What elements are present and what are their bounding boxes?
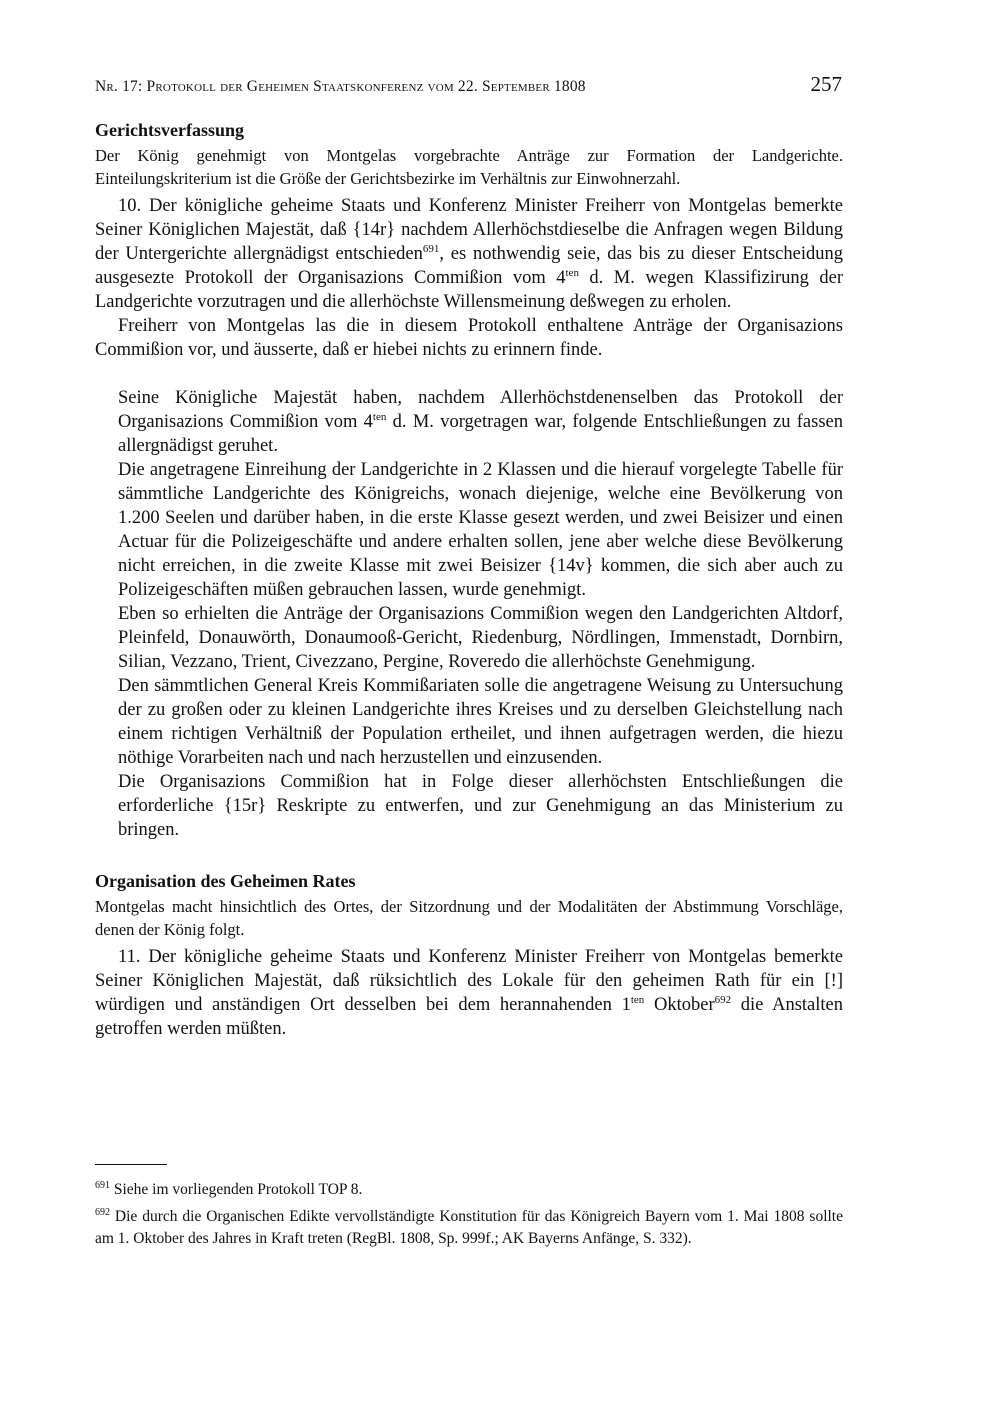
running-header xyxy=(95,72,845,102)
footnotes xyxy=(95,1164,843,1255)
footnote-number: 691 xyxy=(95,1179,110,1191)
footnote-number: 692 xyxy=(95,1206,110,1218)
footnote-691 xyxy=(95,1179,843,1201)
paragraph-text: Oktober xyxy=(644,995,715,1015)
paragraph-text: d. M. vorgetragen war, folgende Entschließungen zu fassen allergnädigst geruhet. xyxy=(118,412,843,456)
section-summary: Der König genehmigt von Montgelas vorgebrachte Anträge zur Formation der Landgerichte. Einteilungskriterium ist die Größe der Gerichtsbezirke im Verhältnis zur Einwohnerzahl. xyxy=(95,146,843,188)
paragraph-text: d. M. wegen Klassifizirung der Landgerichte vorzutragen und die allerhöchste Willensmeinung deßwegen zu erholen. xyxy=(95,268,844,312)
resolution-reskripte: Die Organisazions Commißion hat in Folge dieser allerhöchsten Entschließungen die erforderliche {15r} Reskripte zu entwerfen, und zur Genehmigung an das Ministerium zu bringen. xyxy=(118,772,843,840)
footnote-ref-691[interactable]: 691 xyxy=(422,242,440,255)
running-header-title: Nr. 17: Protokoll der Geheimen Staatskonferenz vom 22. September 1808 xyxy=(95,78,586,95)
footnote-ref-692[interactable]: 692 xyxy=(714,993,732,1006)
superscript-ten: ten xyxy=(372,410,387,423)
resolution-intro xyxy=(118,386,843,458)
section-heading-geheimer-rat: Organisation des Geheimen Rates xyxy=(95,871,356,891)
paragraph-text: die Anstalten getroffen werden müßten. xyxy=(95,995,843,1039)
section-heading-gerichtsverfassung: Gerichtsverfassung xyxy=(95,120,244,140)
resolution-kreis-kommissariate: Den sämmtlichen General Kreis Kommißariaten solle die angetragene Weisung zu Untersuchung der zu großen oder zu kleinen Landgerichte ihres Kreises und zu derselben Gleichstellung nach einem richtigen Verhältniß der Population ertheilet, und ihnen aufgetragen werden, die hiezu nöthige Vorarbeiten nach und nach herzustellen und einzusenden. xyxy=(118,676,843,768)
page-number: 257 xyxy=(810,72,842,96)
royal-resolution-block xyxy=(118,386,843,842)
paragraph-text: , es nothwendig seie, das bis zu dieser Entscheidung ausgesezte Protokoll der Organisazions Commißion vom 4 xyxy=(95,244,843,288)
paragraph-montgelas-reading: Freiherr von Montgelas las die in diesem Protokoll enthaltene Anträge der Organisazions Commißion vor, und äusserte, daß er hiebei nichts zu erinnern finde. xyxy=(95,316,843,360)
paragraph-text: 10. Der königliche geheime Staats und Konferenz Minister Freiherr von Montgelas bemerkte Seiner Königlichen Majestät, daß {14r} nachdem Allerhöchstdieselbe die Anfragen wegen Bildung der Untergerichte allergnädigst entschieden xyxy=(95,196,843,264)
superscript-ten: ten xyxy=(630,993,645,1006)
main-content xyxy=(95,118,843,1041)
section-summary: Montgelas macht hinsichtlich des Ortes, der Sitzordnung und der Modalitäten der Abstimmung Vorschläge, denen der König folgt. xyxy=(95,897,843,939)
superscript-ten: ten xyxy=(565,266,579,279)
resolution-classes: Die angetragene Einreihung der Landgerichte in 2 Klassen und die hierauf vorgelegte Tabelle für sämmtliche Landgerichte des Königreichs, wonach diejenige, welche eine Bevölkerung von 1.200 Seelen und darüber haben, in die erste Klasse gesezt werden, und zwei Beisizer und einen Actuar für die Polizeigeschäfte und andere erhalten sollen, jene aber welche diese Bevölkerung nicht erreichen, in die zweite Klasse mit zwei Beisizer {14v} kommen, die sich aber auch zu Polizeigeschäften müßen gebrauchen lassen, wurde genehmigt. xyxy=(118,460,843,600)
footnote-divider xyxy=(95,1164,167,1165)
paragraph-text: Seine Königliche Majestät haben, nachdem Allerhöchstdenenselben das Protokoll der Organisazions Commißion vom 4 xyxy=(118,388,843,432)
footnote-text: Die durch die Organischen Edikte vervollständigte Konstitution für das Königreich Bayern vom 1. Mai 1808 sollte am 1. Oktober des Jahres in Kraft treten (RegBl. 1808, Sp. 999f.; AK Bayerns Anfänge, S. 332). xyxy=(95,1208,843,1247)
footnote-text: Siehe im vorliegenden Protokoll TOP 8. xyxy=(110,1181,363,1198)
paragraph-11 xyxy=(95,945,843,1041)
paragraph-text: 11. Der königliche geheime Staats und Konferenz Minister Freiherr von Montgelas bemerkte Seiner Königlichen Majestät, daß rüksichtlich des Lokale für den geheimen Rath für ein [!] würdigen und anständigen Ort desselben bei dem herannahenden 1 xyxy=(95,947,843,1015)
resolution-landgerichte: Eben so erhielten die Anträge der Organisazions Commißion wegen den Landgerichten Altdorf, Pleinfeld, Donauwörth, Donaumooß-Gericht, Riedenburg, Nördlingen, Immenstadt, Dornbirn, Silian, Vezzano, Trient, Civezzano, Pergine, Roveredo die allerhöchste Genehmigung. xyxy=(118,604,843,672)
footnote-692 xyxy=(95,1206,843,1250)
paragraph-10 xyxy=(95,194,843,314)
